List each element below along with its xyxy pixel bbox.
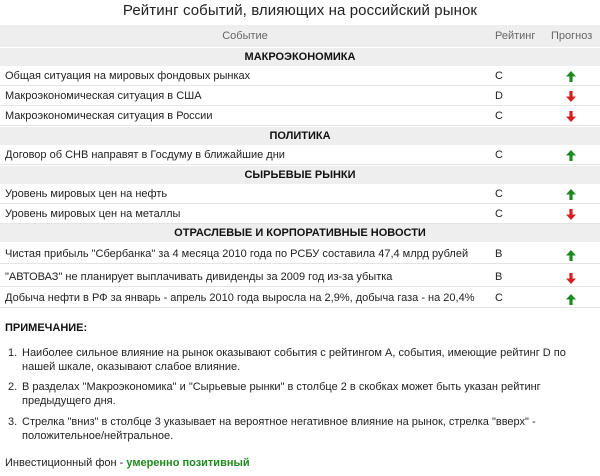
note-text: Стрелка "вниз" в столбце 3 указывает на вероятное негативное влияние на рынок, стрелка "вверх" - положительное/нейтральное.: [22, 416, 536, 442]
table-row: [0, 67, 600, 86]
header-rating: Рейтинг: [495, 30, 536, 42]
table-row: [0, 146, 600, 165]
header-event: Событие: [222, 30, 268, 42]
table-row: [0, 107, 600, 126]
rating-value: C: [495, 149, 503, 161]
rating-value: B: [495, 271, 503, 283]
event-text: Общая ситуация на мировых фондовых рынках: [5, 70, 251, 82]
rating-value: C: [495, 70, 503, 82]
arrow-up-icon: [565, 293, 577, 306]
rating-value: C: [495, 292, 503, 304]
note-number: 1.: [8, 347, 18, 359]
section-title-corporate: ОТРАСЛЕВЫЕ И КОРПОРАТИВНЫЕ НОВОСТИ: [0, 224, 600, 242]
rating-value: C: [495, 110, 503, 122]
rating-value: D: [495, 90, 503, 102]
note-number: 2.: [8, 381, 18, 393]
header-forecast: Прогноз: [551, 30, 593, 42]
arrow-down-icon: [565, 90, 577, 103]
table-row: [0, 289, 600, 308]
table-row: [0, 87, 600, 106]
table-row: [0, 205, 600, 224]
arrow-up-icon: [565, 188, 577, 201]
section-title-macro: МАКРОЭКОНОМИКА: [0, 48, 600, 66]
rating-value: C: [495, 208, 503, 220]
note-text: Наиболее сильное влияние на рынок оказывают события с рейтингом А, события, имеющие рейтинг D по нашей шкале, оказывают слабое влияние.: [22, 347, 566, 373]
table-row: [0, 245, 600, 264]
table-row: [0, 185, 600, 204]
arrow-up-icon: [565, 249, 577, 262]
table-row: [0, 268, 600, 287]
arrow-down-icon: [565, 208, 577, 221]
arrow-down-icon: [565, 110, 577, 123]
section-title-politics: ПОЛИТИКА: [0, 127, 600, 145]
event-text: Договор об СНВ направят в Госдуму в ближайшие дни: [5, 149, 285, 161]
event-text: Уровень мировых цен на металлы: [5, 208, 181, 220]
event-text: "АВТОВАЗ" не планирует выплачивать дивиденды за 2009 год из-за убытка: [5, 271, 393, 283]
background-label: Инвестиционный фон -: [5, 457, 127, 469]
rating-value: C: [495, 188, 503, 200]
event-text: Добыча нефти в РФ за январь - апрель 2010 года выросла на 2,9%, добыча газа - на 20,4%: [5, 292, 475, 304]
note-text: В разделах "Макроэкономика" и "Сырьевые рынки" в столбце 2 в скобках может быть указан рейтинг предыдущего дня.: [22, 381, 541, 407]
rating-value: B: [495, 248, 503, 260]
event-text: Макроэкономическая ситуация в США: [5, 90, 202, 102]
event-text: Уровень мировых цен на нефть: [5, 188, 168, 200]
note-item: [8, 346, 600, 374]
event-text: Чистая прибыль "Сбербанка" за 4 месяца 2010 года по РСБУ составила 47,4 млрд рублей: [5, 248, 469, 260]
note-number: 3.: [8, 416, 18, 428]
table-header: [0, 25, 600, 47]
event-text: Макроэкономическая ситуация в России: [5, 110, 213, 122]
arrow-up-icon: [565, 70, 577, 83]
arrow-down-icon: [565, 272, 577, 285]
investment-background: [5, 457, 250, 469]
notes-title: ПРИМЕЧАНИЕ:: [5, 322, 88, 334]
note-item: [8, 415, 600, 443]
arrow-up-icon: [565, 149, 577, 162]
background-value: умеренно позитивный: [126, 457, 250, 469]
page-title: Рейтинг событий, влияющих на российский рынок: [122, 2, 478, 19]
note-item: [8, 380, 600, 408]
section-title-commodities: СЫРЬЕВЫЕ РЫНКИ: [0, 166, 600, 184]
